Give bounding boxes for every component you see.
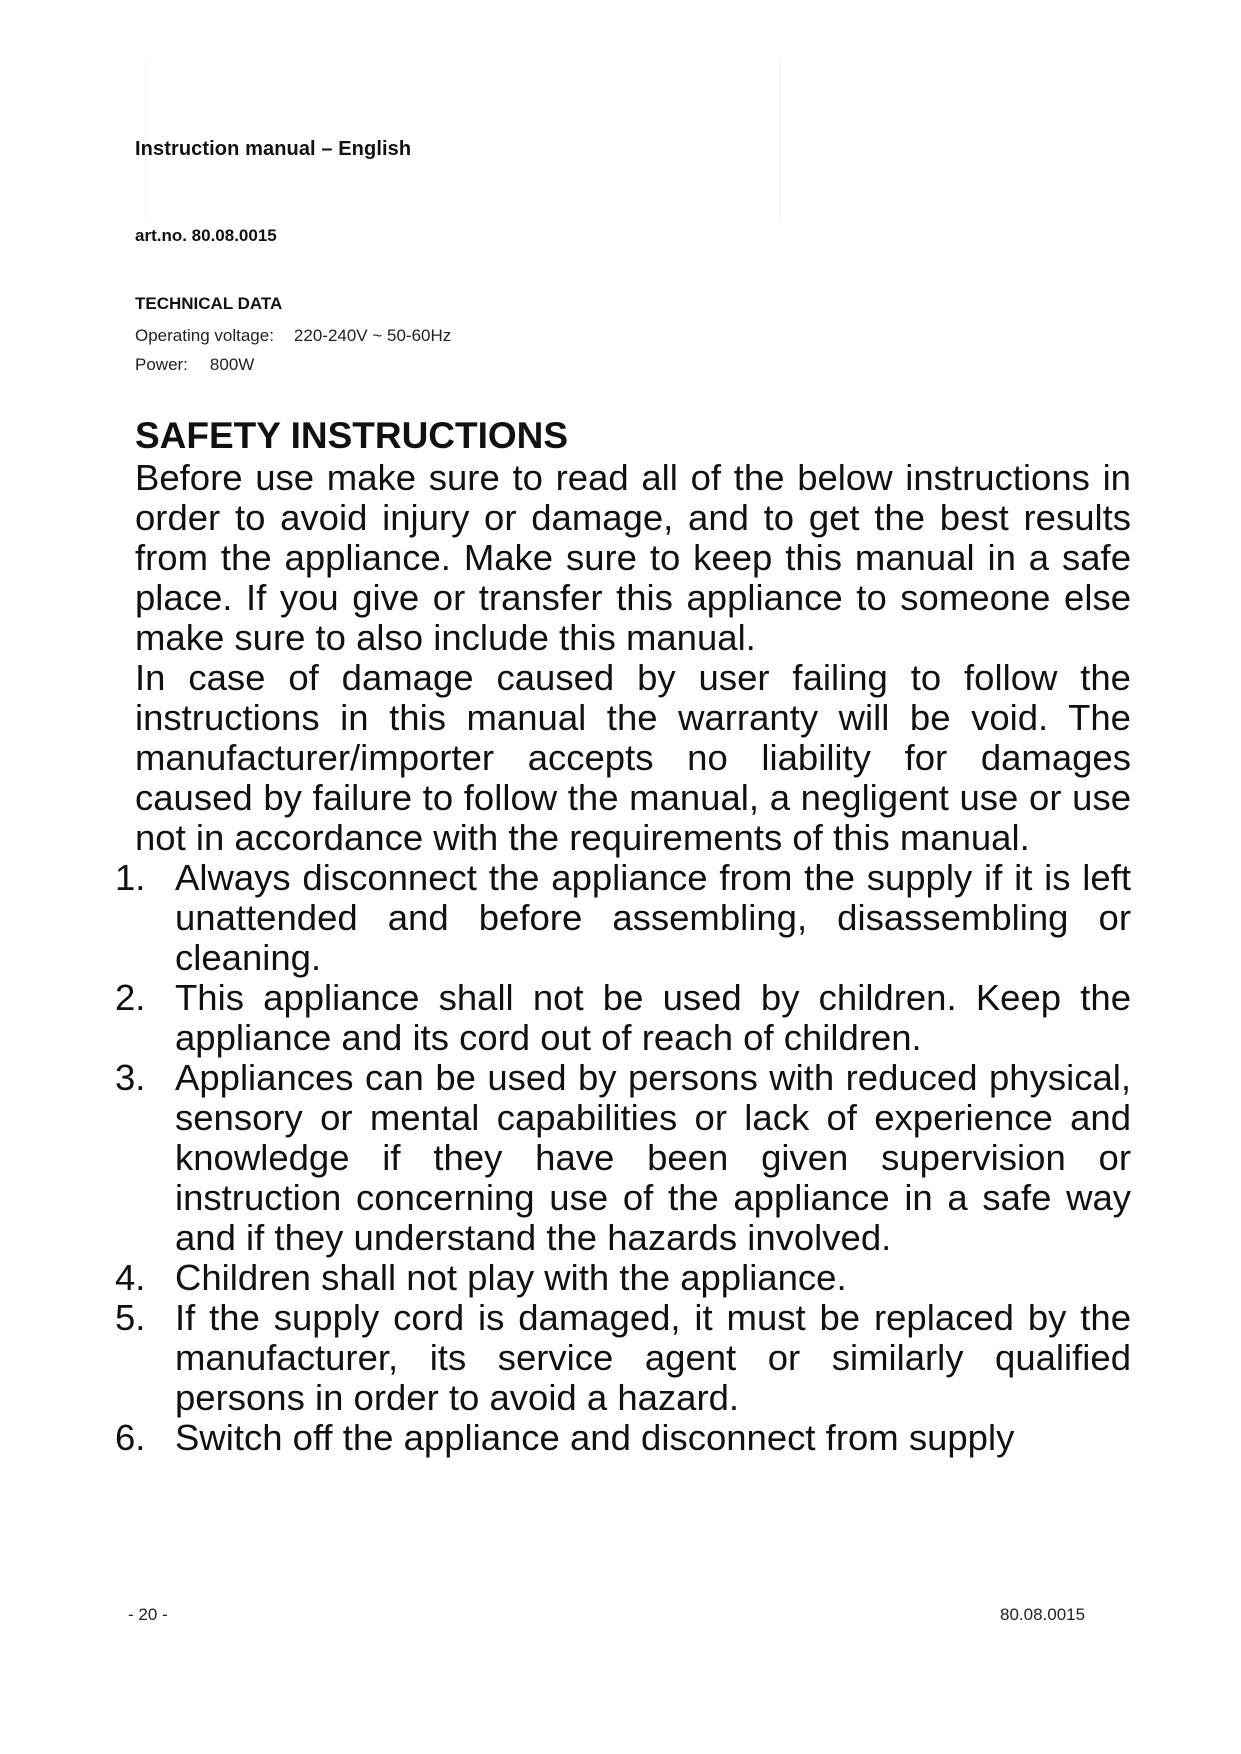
list-item — [115, 1297, 1131, 1418]
list-item-text: Switch off the appliance and disconnect from supply — [175, 1417, 1015, 1458]
list-item — [115, 1057, 1131, 1258]
power-row — [135, 355, 254, 375]
operating-voltage-label: Operating voltage: — [135, 326, 274, 345]
footer-page-number: - 20 - — [128, 1605, 168, 1624]
manual-title: Instruction manual – English — [135, 138, 412, 160]
list-item-text: Appliances can be used by persons with reduced physical, sensory or mental capabilities or lack of experience and knowledge if they have been given supervision or instruction concerning use of the appliance in a safe way and if they understand the hazards involved. — [175, 1057, 1131, 1258]
list-item-number: 1. — [115, 857, 146, 898]
list-item-number: 4. — [115, 1257, 146, 1298]
warranty-paragraph: In case of damage caused by user failing to follow the instructions in this manual the warranty will be void. The manufacturer/importer accepts no liability for damages caused by failure to follow the manual, a negligent use or use not in accordance with the requirements of this manual. — [135, 657, 1131, 858]
list-item-text: This appliance shall not be used by children. Keep the appliance and its cord out of reach of children. — [175, 977, 1131, 1058]
operating-voltage-value: 220-240V ~ 50-60Hz — [293, 326, 452, 345]
list-item — [115, 1417, 1131, 1458]
footer-article-number: 80.08.0015 — [1000, 1605, 1086, 1624]
technical-data-heading: TECHNICAL DATA — [135, 294, 283, 313]
article-number: art.no. 80.08.0015 — [135, 226, 277, 245]
list-item-text: If the supply cord is damaged, it must be replaced by the manufacturer, its service agent or similarly qualified persons in order to avoid a hazard. — [175, 1297, 1131, 1418]
power-value: 800W — [209, 355, 255, 374]
list-item-text: Always disconnect the appliance from the supply if it is left unattended and before assembling, disassembling or cleaning. — [175, 857, 1131, 978]
safety-section — [115, 414, 1131, 1458]
list-item-number: 5. — [115, 1297, 146, 1338]
list-item — [115, 857, 1131, 978]
list-item-number: 6. — [115, 1417, 146, 1458]
safety-intro-paragraph: Before use make sure to read all of the below instructions in order to avoid injury or damage, and to get the best results from the appliance. Make sure to keep this manual in a safe place. If you give or transfer this appliance to someone else make sure to also include this manual. — [135, 457, 1131, 658]
safety-instructions-heading: SAFETY INSTRUCTIONS — [135, 415, 569, 456]
safety-rules-list — [115, 857, 1131, 1458]
list-item-number: 3. — [115, 1057, 146, 1098]
scan-artifact-line — [780, 60, 781, 220]
list-item — [115, 977, 1131, 1058]
list-item-text: Children shall not play with the appliance. — [175, 1257, 847, 1298]
operating-voltage-row — [135, 326, 451, 346]
list-item — [115, 1257, 1131, 1298]
power-label: Power: — [135, 355, 188, 374]
list-item-number: 2. — [115, 977, 146, 1018]
